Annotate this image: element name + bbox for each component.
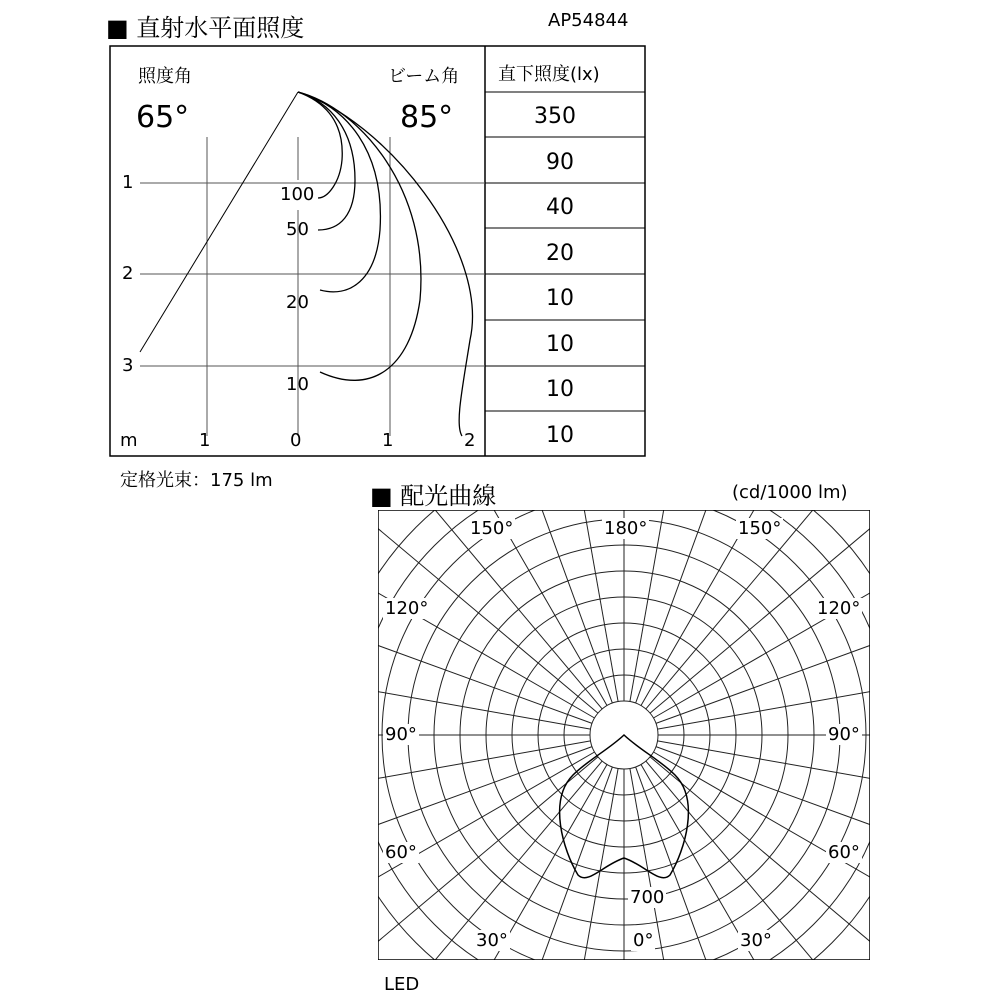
polar-angle-label: 120°: [385, 598, 429, 619]
contour-10: [298, 92, 421, 380]
polar-value-label: 700: [630, 887, 665, 908]
direct-lux-value: 10: [546, 377, 574, 402]
distribution-unit: (cd/1000 lm): [732, 482, 848, 503]
illumination-angle-value: 65°: [136, 100, 190, 135]
contour-100: [298, 92, 342, 198]
polar-angle-label: 90°: [828, 724, 860, 745]
axis-tick-label: 1: [199, 430, 211, 451]
polar-angle-label: 180°: [604, 518, 648, 539]
contour-label: 50: [286, 219, 309, 240]
distribution-title: ■ 配光曲線: [370, 482, 497, 510]
polar-angle-label: 120°: [817, 598, 861, 619]
polar-angle-label: 60°: [385, 842, 417, 863]
rated-flux: 定格光束：175 lm: [120, 470, 273, 491]
direct-lux-value: 10: [546, 423, 574, 448]
model-number: AP54844: [548, 10, 629, 31]
direct-lux-value: 350: [534, 104, 576, 129]
polar-angle-label: 60°: [828, 842, 860, 863]
polar-ray: [657, 662, 870, 729]
direct-lux-value: 90: [546, 150, 574, 175]
contour-label: 100: [280, 184, 315, 205]
polar-angle-label: 0°: [633, 930, 654, 951]
polar-ray: [378, 741, 591, 808]
polar-distribution-chart: [378, 510, 870, 960]
polar-angle-label: 90°: [385, 724, 417, 745]
iso-lux-contours: [298, 92, 472, 436]
direct-lux-value: 10: [546, 286, 574, 311]
polar-angle-label: 30°: [740, 930, 772, 951]
beam-edge-curve: [298, 92, 472, 436]
polar-angle-label: 150°: [738, 518, 782, 539]
polar-ray: [657, 741, 870, 808]
axis-tick-label: 0: [290, 430, 302, 451]
axis-tick-label: 2: [464, 430, 476, 451]
direct-lux-value: 10: [546, 332, 574, 357]
illumination-angle-label: 照度角: [138, 66, 192, 87]
light-source-label: LED: [384, 974, 420, 995]
polar-angle-label: 30°: [476, 930, 508, 951]
polar-ray: [378, 662, 591, 729]
illuminance-title: ■ 直射水平面照度: [106, 14, 305, 42]
depth-label: 2: [122, 263, 134, 284]
depth-label: 1: [122, 172, 134, 193]
contour-label: 20: [286, 292, 309, 313]
direct-lux-header: 直下照度(lx): [498, 64, 600, 85]
axis-tick-label: 1: [382, 430, 394, 451]
beam-angle-label: ビーム角: [388, 66, 460, 87]
contour-50: [298, 92, 355, 230]
direct-lux-value: 20: [546, 241, 574, 266]
polar-angle-label: 150°: [470, 518, 514, 539]
axis-unit-label: m: [120, 430, 138, 451]
depth-label: 3: [122, 355, 134, 376]
contour-label: 10: [286, 374, 309, 395]
beam-angle-value: 85°: [400, 100, 454, 135]
illuminance-grid: [140, 137, 485, 436]
direct-lux-value: 40: [546, 195, 574, 220]
